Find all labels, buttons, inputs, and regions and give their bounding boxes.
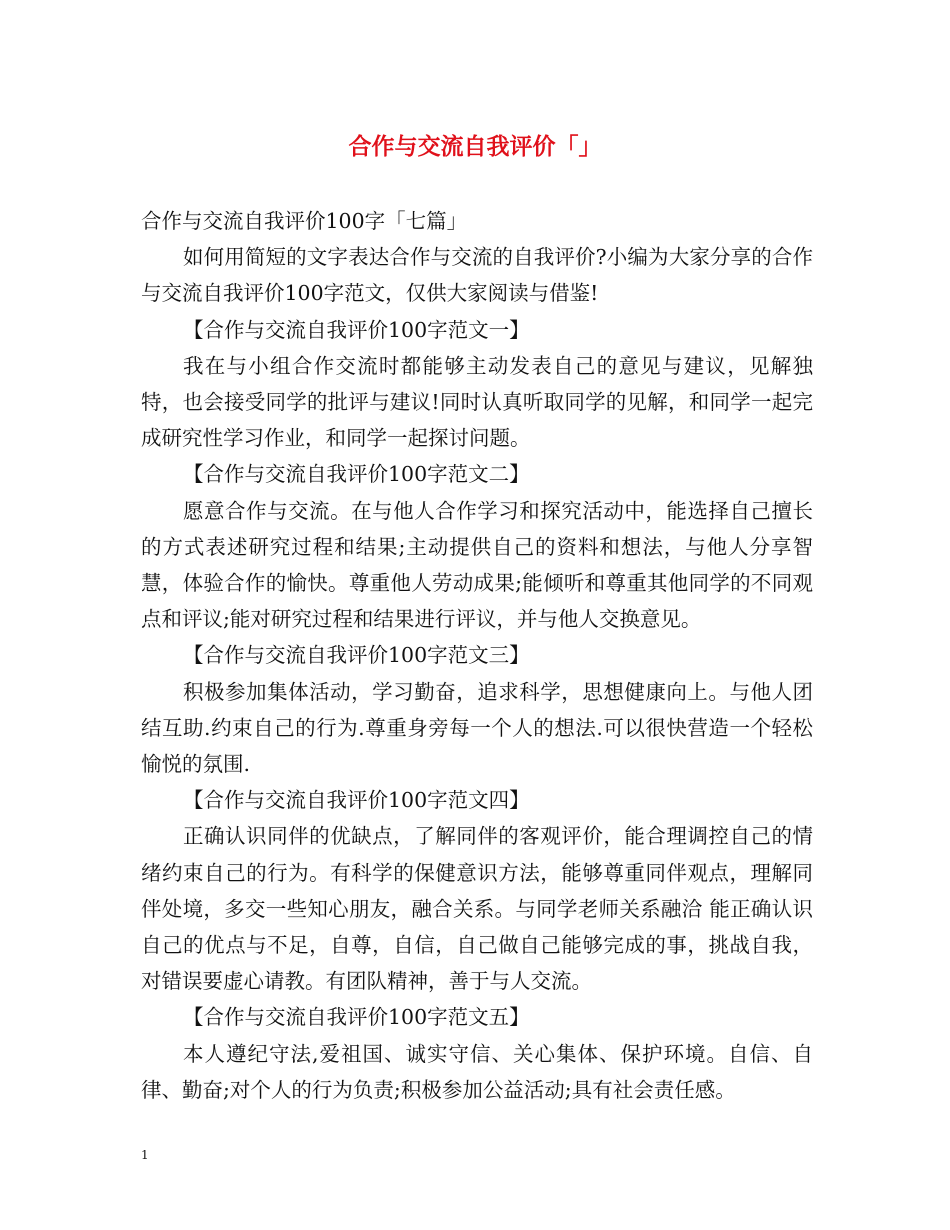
section-text-4: 正确认识同伴的优缺点，了解同伴的客观评价，能合理调控自己的情绪约束自己的行为。有科学的保健意识方法，能够尊重同伴观点，理解同伴处境，多交一些知心朋友，融合关系。与同学老师关系融洽 能正确认识自己的优点与不足，自尊，自信，自己做自己能够完成的事，挑战自我，对错误要虚心请教。有团队精神，善于与人交流。 xyxy=(141,824,813,994)
section-text-1: 我在与小组合作交流时都能够主动发表自己的意见与建议，见解独特，也会接受同学的批评与建议!同时认真听取同学的见解，和同学一起完成研究性学习作业，和同学一起探讨问题。 xyxy=(141,353,813,451)
section-heading-5: 【合作与交流自我评价100字范文五】 xyxy=(183,1005,530,1030)
document-body xyxy=(141,203,813,1108)
document-title: 合作与交流自我评价「」 xyxy=(348,133,602,160)
section-text-3: 积极参加集体活动，学习勤奋，追求科学，思想健康向上。与他人团结互助.约束自己的行为.尊重身旁每一个人的想法.可以很快营造一个轻松愉悦的氛围. xyxy=(141,679,813,777)
page-number: 1 xyxy=(141,1148,149,1162)
section-text-2: 愿意合作与交流。在与他人合作学习和探究活动中，能选择自己擅长的方式表述研究过程和结果;主动提供自己的资料和想法，与他人分享智慧，体验合作的愉快。尊重他人劳动成果;能倾听和尊重其他同学的不同观点和评议;能对研究过程和结果进行评议，并与他人交换意见。 xyxy=(141,498,813,632)
section-heading-3: 【合作与交流自我评价100字范文三】 xyxy=(183,643,530,668)
section-heading-1: 【合作与交流自我评价100字范文一】 xyxy=(183,317,530,342)
section-heading-2: 【合作与交流自我评价100字范文二】 xyxy=(183,462,530,487)
section-heading-4: 【合作与交流自我评价100字范文四】 xyxy=(183,788,530,813)
intro-paragraph: 如何用简短的文字表达合作与交流的自我评价?小编为大家分享的合作与交流自我评价100字范文，仅供大家阅读与借鉴! xyxy=(141,245,813,306)
subtitle: 合作与交流自我评价100字「七篇」 xyxy=(141,209,468,233)
section-text-5: 本人遵纪守法,爱祖国、诚实守信、关心集体、保护环境。自信、自律、勤奋;对个人的行为负责;积极参加公益活动;具有社会责任感。 xyxy=(141,1041,813,1102)
